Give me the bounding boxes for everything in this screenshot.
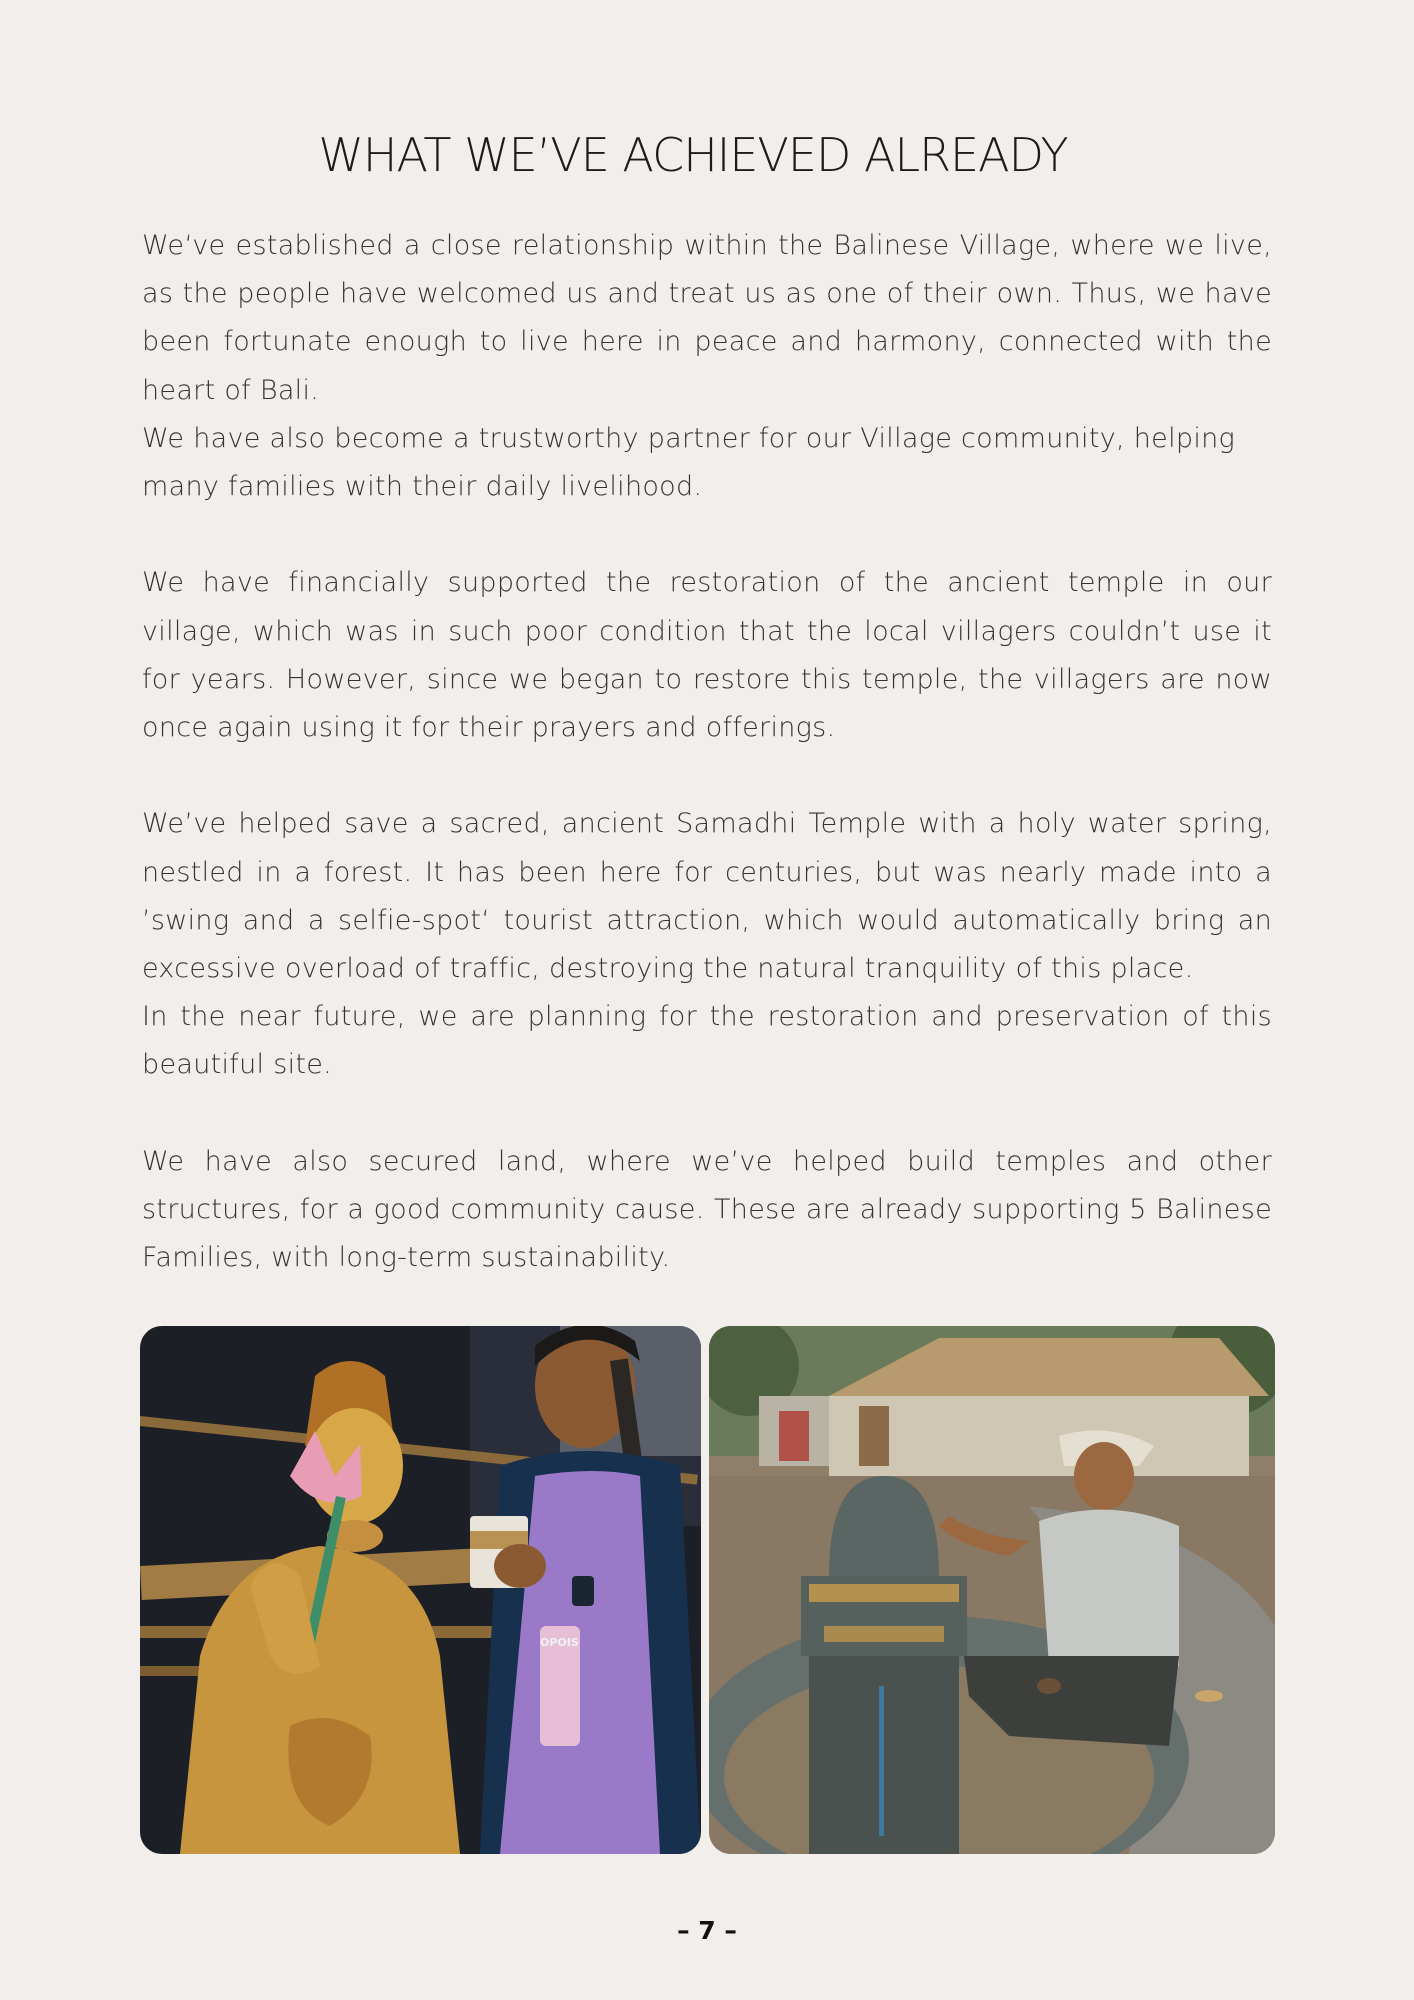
paragraph-secured-land: We have also secured land, where we’ve helped build temples and other structures, for a good community cause. These are already supporting 5 Balinese Families, with long-term sustainability.	[142, 1145, 1272, 1274]
page-number: – 7 –	[677, 1916, 737, 1945]
paragraph-temple-restoration: We have financially supported the restoration of the ancient temple in our village, which was in such poor condition that the local villagers couldn’t use it for years. However, since we began to restore this temple, the villagers are now once again using it for their prayers and offerings.	[142, 567, 1272, 744]
body-text	[142, 222, 1272, 1282]
apron-text: OPOIS	[540, 1636, 579, 1649]
paragraph-samadhi-temple: We’ve helped save a sacred, ancient Samadhi Temple with a holy water spring, nestled in a forest. It has been here for centuries, but was nearly made into a ’swing and a selfie-spot‘ tourist attraction, which would automatically bring an excessive overload of traffic, destroying the natural tranquility of this place.	[142, 808, 1272, 985]
paragraph-future-plans: In the near future, we are planning for the restoration and preservation of this beautiful site.	[142, 1001, 1272, 1081]
paragraph-trustworthy-partner: We have also become a trustworthy partner for our Village community, helping many families with their daily livelihood.	[142, 422, 1236, 503]
page-title: WHAT WE’VE ACHIEVED ALREADY	[318, 128, 1068, 182]
photo-statue-painter	[140, 1326, 701, 1854]
photo-shrine-painter	[709, 1326, 1275, 1854]
paragraph-village-relationship: We‘ve established a close relationship within the Balinese Village, where we live, as the people have welcomed us and treat us as one of their own. Thus, we have been fortunate enough to live here in peace and harmony, connected with the heart of Bali.	[142, 230, 1272, 406]
